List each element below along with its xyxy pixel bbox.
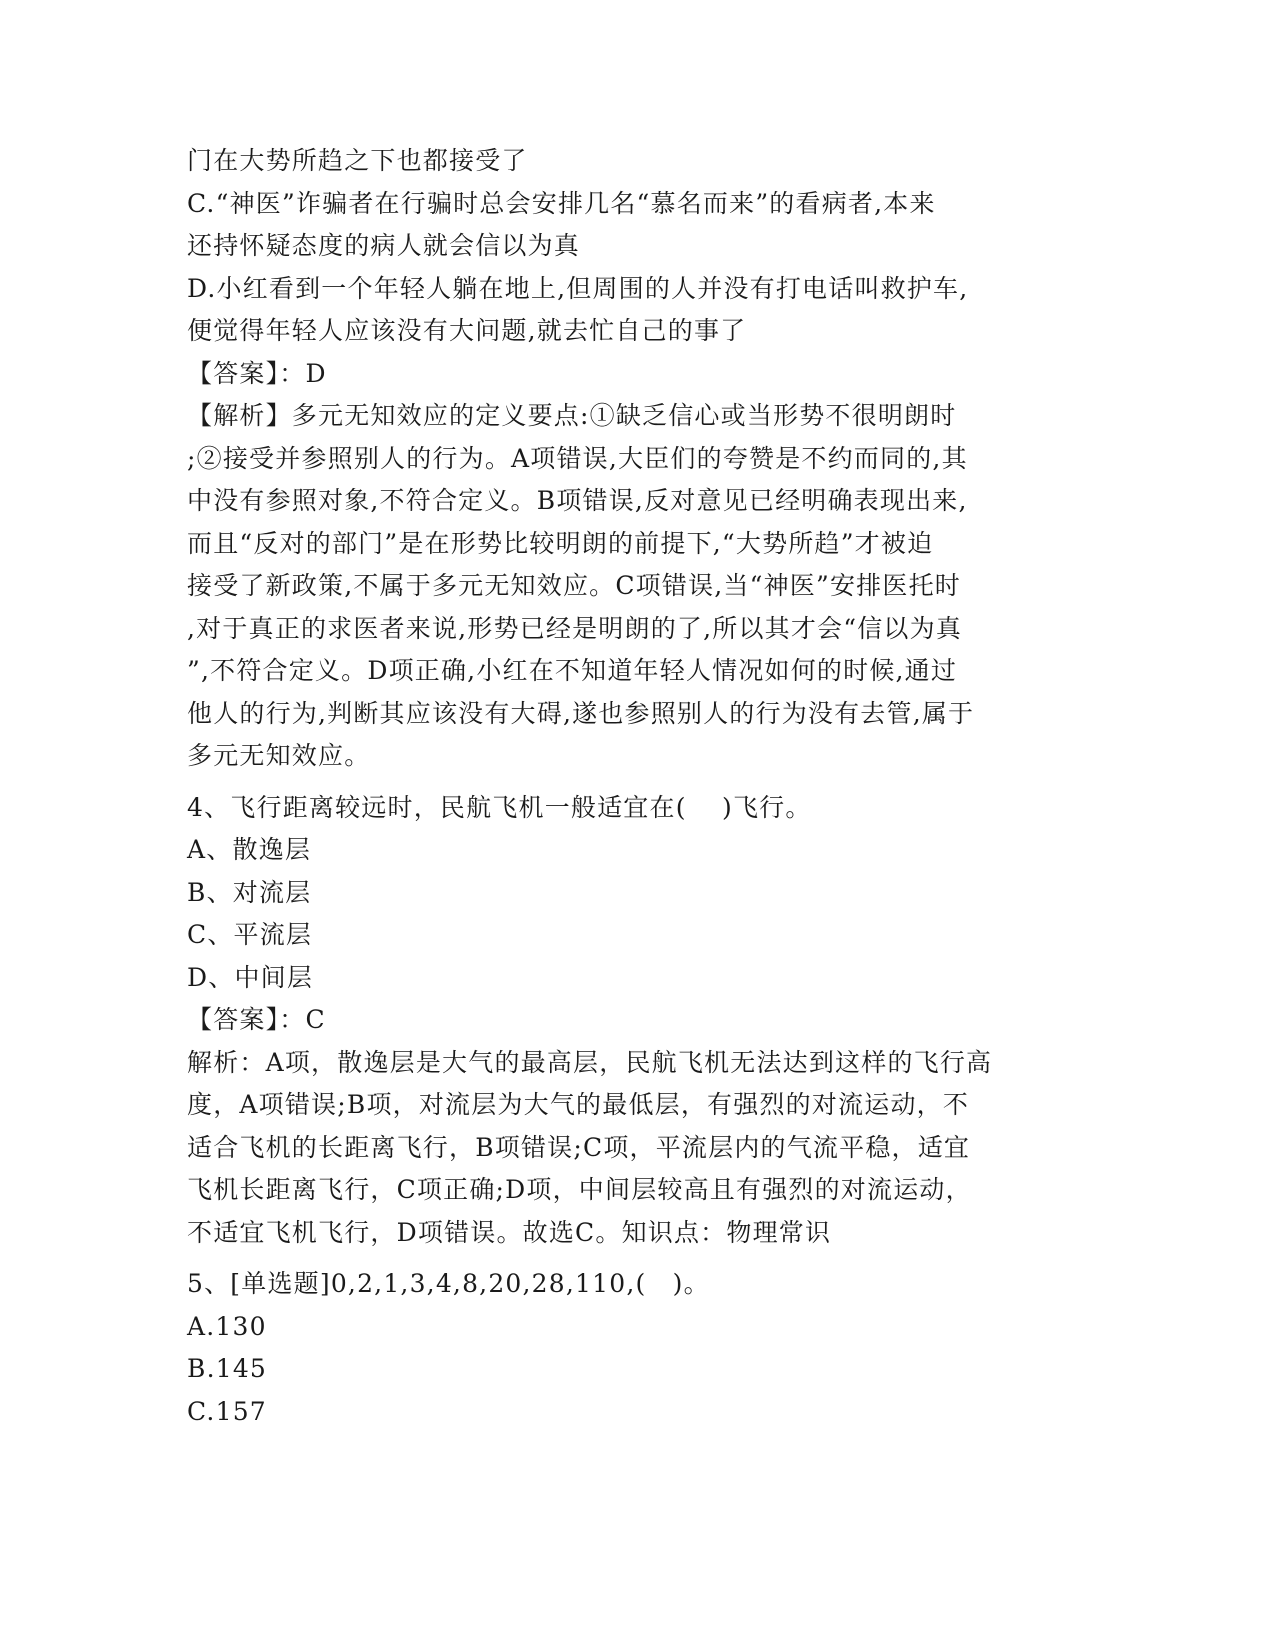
question3-analysis-line: 中没有参照对象,不符合定义。B项错误,反对意见已经明确表现出来, bbox=[187, 486, 968, 515]
question4-analysis-line: 解析：A项，散逸层是大气的最高层，民航飞机无法达到这样的飞行高 bbox=[187, 1047, 993, 1077]
question3-option-d-line-2: 便觉得年轻人应该没有大问题,就去忙自己的事了 bbox=[187, 316, 747, 345]
question3-analysis-line: 而且“反对的部门”是在形势比较明朗的前提下,“大势所趋”才被迫 bbox=[187, 528, 934, 558]
question3-analysis-line: 接受了新政策,不属于多元无知效应。C项错误,当“神医”安排医托时 bbox=[187, 571, 961, 600]
question4-option: B、对流层 bbox=[187, 877, 312, 907]
question4-answer: 【答案】：C bbox=[187, 1005, 326, 1034]
question3-analysis-line: ”,不符合定义。D项正确,小红在不知道年轻人情况如何的时候,通过 bbox=[187, 656, 958, 685]
question3-analysis-line: ,对于真正的求医者来说,形势已经是明朗的了,所以其才会“信以为真 bbox=[187, 613, 963, 643]
question5-option: A.130 bbox=[187, 1311, 267, 1341]
question4-analysis-line: 适合飞机的长距离飞行，B项错误;C项，平流层内的气流平稳，适宜 bbox=[187, 1132, 971, 1162]
question4-analysis-line: 飞机长距离飞行，C项正确;D项，中间层较高且有强烈的对流运动， bbox=[187, 1175, 972, 1204]
question3-analysis-line: 多元无知效应。 bbox=[187, 741, 371, 770]
question5-stem: 5、[单选题]0,2,1,3,4,8,20,28,110,( )。 bbox=[187, 1269, 710, 1298]
question3-option-c-line-1: C.“神医”诈骗者在行骗时总会安排几名“慕名而来”的看病者,本来 bbox=[187, 188, 936, 218]
question5-option: B.145 bbox=[187, 1354, 268, 1383]
section-gap bbox=[187, 1254, 1087, 1263]
question3-analysis-line: ;②接受并参照别人的行为。A项错误,大臣们的夸赞是不约而同的,其 bbox=[187, 443, 968, 473]
question4-analysis-line: 度，A项错误;B项，对流层为大气的最低层，有强烈的对流运动，不 bbox=[187, 1090, 970, 1119]
question4-option: A、散逸层 bbox=[187, 835, 312, 864]
question3-analysis-line: 他人的行为,判断其应该没有大碍,遂也参照别人的行为没有去管,属于 bbox=[187, 698, 975, 728]
question3-option-d-line-1: D.小红看到一个年轻人躺在地上,但周围的人并没有打电话叫救护车, bbox=[187, 273, 969, 303]
question4-option: C、平流层 bbox=[187, 920, 313, 949]
question4-stem: 4、飞行距离较远时，民航飞机一般适宜在( )飞行。 bbox=[187, 792, 812, 822]
question3-option-c-line-2: 还持怀疑态度的病人就会信以为真 bbox=[187, 231, 581, 260]
question4-analysis-line: 不适宜飞机飞行，D项错误。故选C。知识点：物理常识 bbox=[187, 1217, 832, 1247]
document-body bbox=[187, 140, 1087, 1433]
question5-option: C.157 bbox=[187, 1396, 267, 1426]
section-gap bbox=[187, 778, 1087, 787]
question3-answer: 【答案】：D bbox=[187, 358, 327, 388]
question3-option-b-continuation: 门在大势所趋之下也都接受了 bbox=[187, 146, 528, 175]
question4-option: D、中间层 bbox=[187, 962, 314, 992]
question3-analysis-line: 【解析】多元无知效应的定义要点:①缺乏信心或当形势不很明朗时 bbox=[187, 401, 957, 430]
